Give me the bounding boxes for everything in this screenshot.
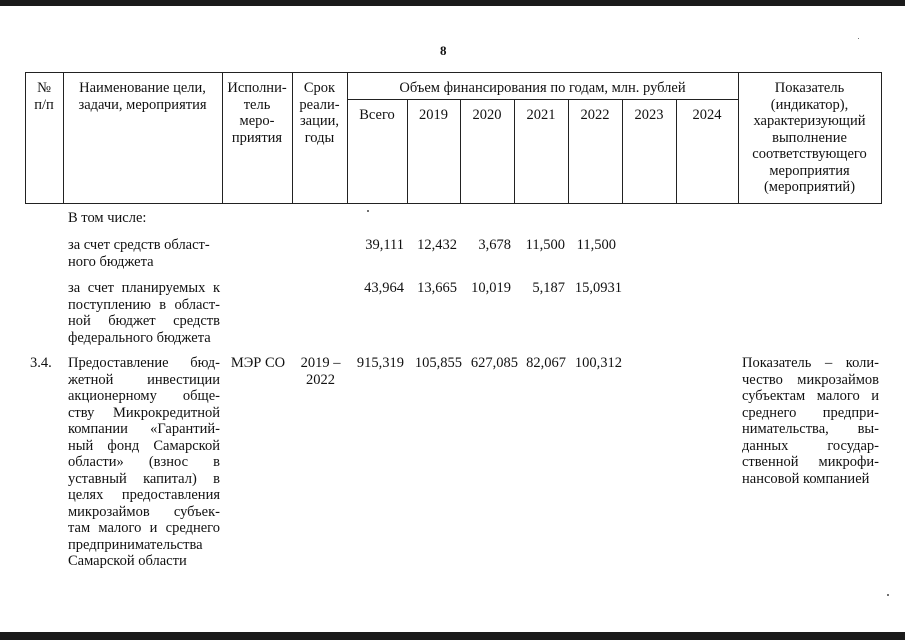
regional-budget-name: за счет средств област- ного бюджета — [68, 237, 210, 270]
header-funding-title: Объем финансирования по годам, млн. рублей — [399, 80, 686, 96]
item-3-4-value-2020: 627,085 — [470, 355, 518, 371]
scan-top-border — [0, 0, 905, 6]
federal-value-total: 43,964 — [364, 280, 404, 296]
scan-speck — [858, 38, 859, 39]
header-year-2024: 2024 — [692, 107, 722, 123]
federal-value-2021: 5,187 — [532, 280, 565, 296]
scan-speck — [367, 210, 369, 212]
header-indicator: Показатель (индикатор), характеризующий выполнение соответствующего мероприятия (мероприятий) — [752, 80, 867, 195]
item-3-4-value-total: 915,319 — [356, 355, 404, 371]
regional-value-2022: 11,500 — [576, 237, 616, 253]
regional-value-2021: 11,500 — [525, 237, 565, 253]
header-year-2019: 2019 — [419, 107, 448, 123]
federal-value-2022: 15,0931 — [574, 280, 622, 296]
scan-bottom-border — [0, 632, 905, 640]
header-year-2021: 2021 — [526, 107, 556, 123]
header-num: № п/п — [34, 80, 54, 113]
regional-value-total: 39,111 — [365, 237, 404, 253]
header-year-2022: 2022 — [580, 107, 610, 123]
page-number: 8 — [440, 43, 447, 58]
federal-budget-name: за счет планируемых к поступлению в област- ной бюджет средств федерального бюджета — [68, 280, 220, 346]
item-3-4-value-2021: 82,067 — [526, 355, 566, 371]
federal-value-2020: 10,019 — [471, 280, 511, 296]
item-3-4-value-2022: 100,312 — [574, 355, 622, 371]
item-3-4-indicator: Показатель – коли- чество микрозаймов субъектам малого и среднего предпри- нимательства, вы- данных государ- ственной микрофи- нансовой компанией — [742, 355, 879, 487]
item-3-4-term: 2019 – 2022 — [300, 355, 341, 388]
item-3-4-value-2019: 105,855 — [414, 355, 462, 371]
header-term: Срок реали- зации, годы — [299, 80, 340, 146]
including-label: В том числе: — [68, 210, 147, 226]
item-3-4-executor: МЭР СО — [230, 355, 286, 371]
header-executor: Исполни- тель меро- приятия — [227, 80, 287, 146]
header-year-2020: 2020 — [472, 107, 502, 123]
header-year-total: Всего — [359, 107, 395, 123]
item-3-4-number: 3.4. — [30, 355, 52, 371]
header-name: Наименование цели, задачи, мероприятия — [78, 80, 207, 113]
scan-speck — [887, 594, 889, 596]
regional-value-2019: 12,432 — [417, 237, 457, 253]
header-year-2023: 2023 — [634, 107, 664, 123]
federal-value-2019: 13,665 — [417, 280, 457, 296]
regional-value-2020: 3,678 — [478, 237, 511, 253]
item-3-4-name: Предоставление бюд- жетной инвестиции акционерному обще- ству Микрокредитной компании «Гарантий- ный фонд Самарской области» (взнос в уставный капитал) в целях предоставления микрозаймов субъек- там малого и среднего предпринимательства Самарской области — [68, 355, 220, 569]
